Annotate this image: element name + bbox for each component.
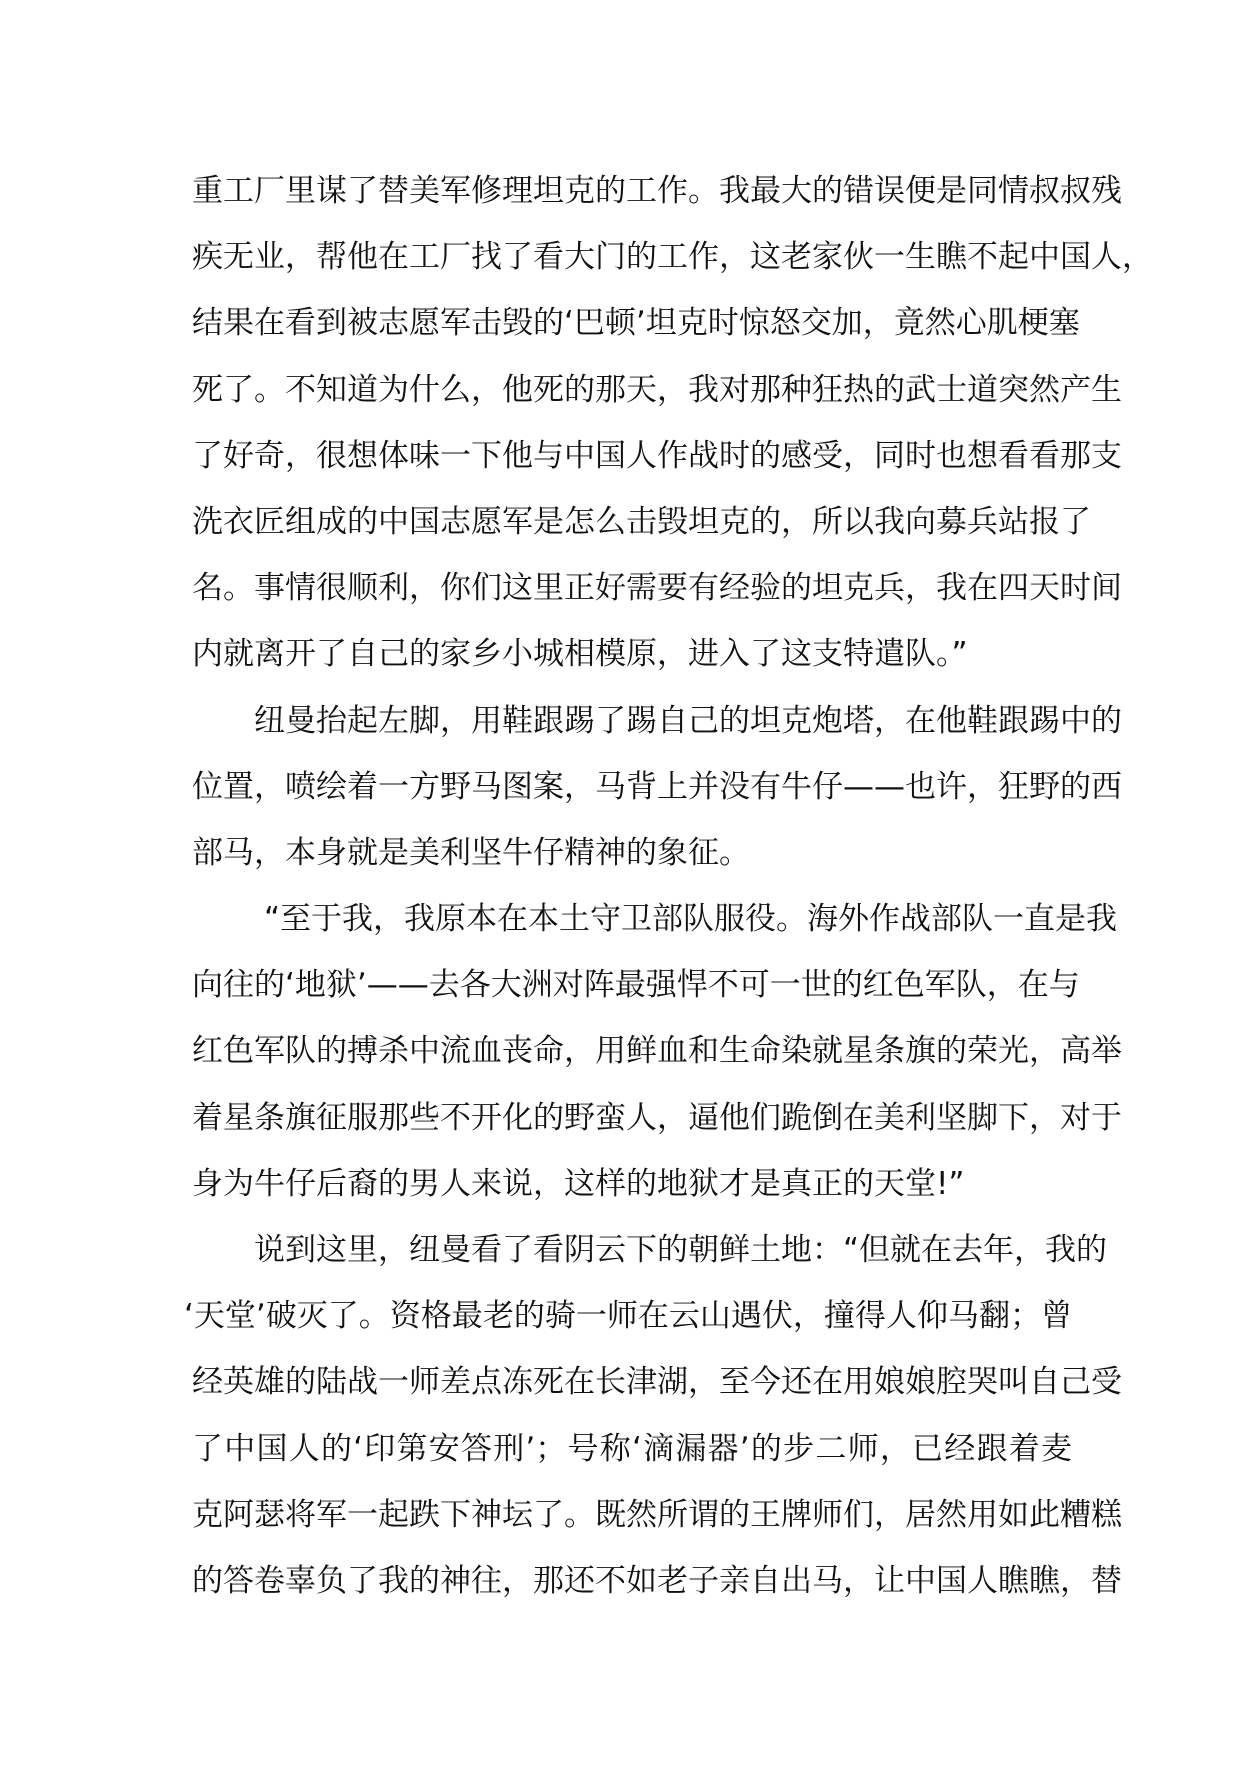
text-line-15: 着星条旗征服那些不开化的野蛮人，逼他们跪倒在美利坚脚下，对于 (192, 1099, 1122, 1136)
text-line-1: 重工厂里谋了替美军修理坦克的工作。我最大的错误便是同情叔叔残 (192, 173, 1122, 209)
text-line-2: 疾无业，帮他在工厂找了看大门的工作，这老家伙一生瞧不起中国人， (192, 239, 1153, 276)
text-line-16: 身为牛仔后裔的男人来说，这样的地狱才是真正的天堂!” (192, 1165, 965, 1202)
text-line-19: 经英雄的陆战一师差点冻死在长津湖，至今还在用娘娘腔哭叫自己受 (192, 1364, 1122, 1401)
text-line-20: 了中国人的‘印第安答刑’；号称‘滴漏器’的步二师，已经跟着麦 (192, 1430, 1072, 1467)
text-line-11: 部马，本身就是美利坚牛仔精神的象征。 (192, 834, 750, 871)
text-line-14: 红色军队的搏杀中流血丧命，用鲜血和生命染就星条旗的荣光，高举 (192, 1033, 1122, 1070)
text-line-21: 克阿瑟将军一起跌下神坛了。既然所谓的王牌师们，居然用如此糟糕 (192, 1496, 1122, 1533)
text-line-17: 说到这里，纽曼看了看阴云下的朝鲜土地：“但就在去年，我的 (254, 1232, 1108, 1268)
text-line-6: 洗衣匠组成的中国志愿军是怎么击毁坦克的，所以我向募兵站报了 (192, 503, 1091, 540)
text-line-12: “至于我，我原本在本土守卫部队服役。海外作战部队一直是我 (264, 901, 1118, 938)
text-line-7: 名。事情很顺利，你们这里正好需要有经验的坦克兵，我在四天时间 (192, 570, 1122, 607)
text-line-22: 的答卷辜负了我的神往，那还不如老子亲自出马，让中国人瞧瞧，替 (192, 1562, 1122, 1599)
text-line-3: 结果在看到被志愿军击毁的‘巴顿’坦克时惊怒交加，竟然心肌梗塞 (192, 305, 1080, 342)
text-line-10: 位置，喷绘着一方野马图案，马背上并没有牛仔——也许，狂野的西 (192, 768, 1122, 805)
text-line-4: 死了。不知道为什么，他死的那天，我对那种狂热的武士道突然产生 (192, 371, 1122, 408)
text-line-9: 纽曼抬起左脚，用鞋跟踢了踢自己的坦克炮塔，在他鞋跟踢中的 (254, 702, 1122, 739)
text-line-18: ‘天堂’破灭了。资格最老的骑一师在云山遇伏，撞得人仰马翻；曾 (184, 1298, 1072, 1335)
body-text (184, 158, 1153, 1614)
text-line-8: 内就离开了自己的家乡小城相模原，进入了这支特遣队。” (192, 636, 968, 673)
text-line-13: 向往的‘地狱’——去各大洲对阵最强悍不可一世的红色军队，在与 (192, 967, 1080, 1004)
text-line-5: 了好奇，很想体味一下他与中国人作战时的感受，同时也想看看那支 (192, 437, 1122, 474)
